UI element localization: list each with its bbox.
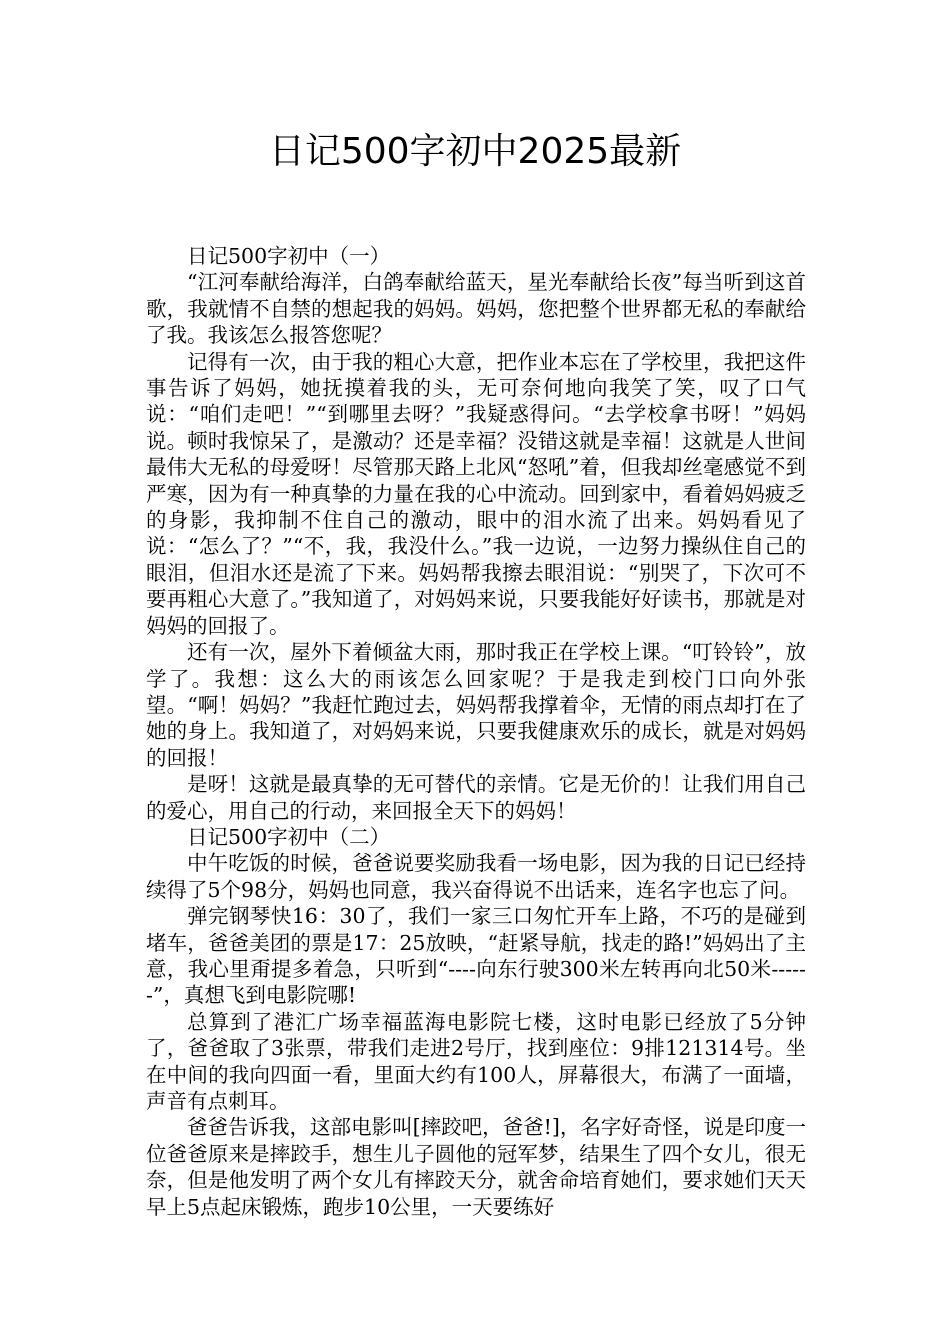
paragraph: 中午吃饭的时候，爸爸说要奖励我看一场电影，因为我的日记已经持续得了5个98分，妈妈也同意，我兴奋得说不出话来，连名字也忘了问。 [146, 851, 806, 902]
paragraph: 爸爸告诉我，这部电影叫[摔跤吧，爸爸!]，名字好奇怪，说是印度一位爸爸原来是摔跤手，想生儿子圆他的冠军梦，结果生了四个女儿，很无奈，但是他发明了两个女儿有摔跤天分，就舍命培育她们，要求她们天天早上5点起床锻炼，跑步10公里，一天要练好 [146, 1115, 806, 1219]
paragraph: 总算到了港汇广场幸福蓝海电影院七楼，这时电影已经放了5分钟了，爸爸取了3张票，带我们走进2号厅，找到座位：9排121314号。坐在中间的我向四面一看，里面大约有100人，屏幕很大，布满了一面墙，声音有点刺耳。 [146, 1009, 806, 1113]
paragraph: “江河奉献给海洋，白鸽奉献给蓝天，星光奉献给长夜”每当听到这首歌，我就情不自禁的想起我的妈妈。妈妈，您把整个世界都无私的奉献给了我。我该怎么报答您呢？ [146, 270, 806, 348]
section-heading: 日记500字初中（一） [187, 244, 391, 268]
paragraph: 记得有一次，由于我的粗心大意，把作业本忘在了学校里，我把这件事告诉了妈妈，她抚摸着我的头，无可奈何地向我笑了笑，叹了口气说：“咱们走吧！”“到哪里去呀？”我疑惑得问。“去学校拿书呀！”妈妈说。顿时我惊呆了，是激动？还是幸福？没错这就是幸福！这就是人世间最伟大无私的母爱呀！尽管那天路上北风“怒吼”着，但我却丝毫感觉不到严寒，因为有一种真挚的力量在我的心中流动。回到家中，看着妈妈疲乏的身影，我抑制不住自己的激动，眼中的泪水流了出来。妈妈看见了说：“怎么了？”“不，我，我没什么。”我一边说，一边努力操纵住自己的眼泪，但泪水还是流了下来。妈妈帮我擦去眼泪说：“别哭了，下次可不要再粗心大意了。”我知道了，对妈妈来说，只要我能好好读书，那就是对妈妈的回报了。 [146, 349, 806, 638]
paragraph: 是呀！这就是最真挚的无可替代的亲情。它是无价的！让我们用自己的爱心，用自己的行动，来回报全天下的妈妈！ [146, 772, 806, 823]
paragraph: 弹完钢琴快16：30了，我们一家三口匆忙开车上路，不巧的是碰到堵车，爸爸美团的票是17：25放映，“赶紧导航，找走的路!”妈妈出了主意，我心里甭提多着急，只听到“----向东行驶300米左转再向北50米------”，真想飞到电影院哪! [146, 904, 806, 1008]
paragraph: 还有一次，屋外下着倾盆大雨，那时我正在学校上课。“叮铃铃”，放学了。我想：这么大的雨该怎么回家呢？于是我走到校门口向外张望。“啊！妈妈？”我赶忙跑过去，妈妈帮我撑着伞，无情的雨点却打在了她的身上。我知道了，对妈妈来说，只要我健康欢乐的成长，就是对妈妈的回报！ [146, 640, 806, 770]
section-heading: 日记500字初中（二） [187, 824, 391, 849]
document-body [146, 243, 806, 1220]
document-title: 日记500字初中2025最新 [268, 131, 682, 172]
